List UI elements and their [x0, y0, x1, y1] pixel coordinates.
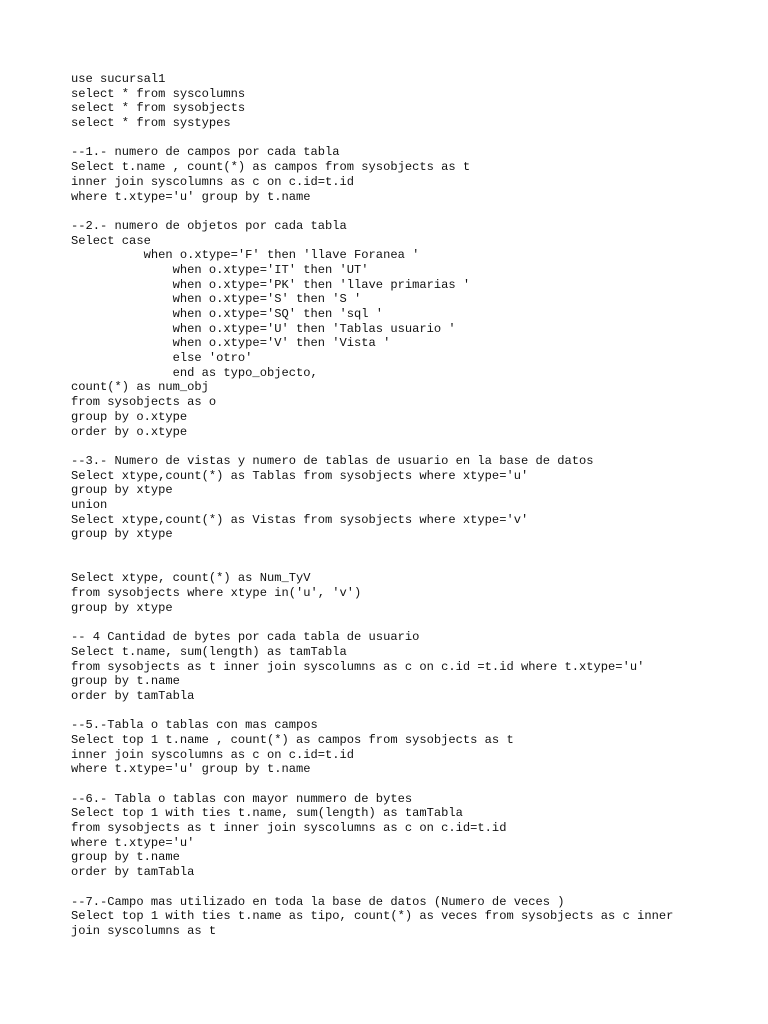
code-line: --7.-Campo mas utilizado en toda la base de datos (Numero de veces ): [71, 894, 565, 909]
code-line: Select case: [71, 233, 151, 248]
code-line: select * from sysobjects: [71, 101, 246, 116]
code-line: from sysobjects as t inner join syscolumns as c on c.id=t.id: [71, 821, 507, 836]
code-line: where t.xtype='u' group by t.name: [71, 762, 311, 777]
code-line: when o.xtype='S' then 'S ': [71, 292, 362, 307]
code-line: [71, 131, 761, 146]
code-line: when o.xtype='U' then 'Tablas usuario ': [71, 321, 456, 336]
code-line: group by t.name: [71, 674, 180, 689]
code-line: [71, 439, 761, 454]
code-line: where t.xtype='u': [71, 835, 195, 850]
code-line: from sysobjects where xtype in('u', 'v'): [71, 586, 362, 601]
code-line: union: [71, 497, 108, 512]
code-line: order by tamTabla: [71, 865, 195, 880]
code-line: --5.-Tabla o tablas con mas campos: [71, 718, 318, 733]
code-line: from sysobjects as t inner join syscolumns as c on c.id =t.id where t.xtype='u': [71, 659, 645, 674]
code-line: group by xtype: [71, 483, 173, 498]
code-line: join syscolumns as t: [71, 923, 217, 938]
code-line: order by tamTabla: [71, 688, 195, 703]
code-line: Select xtype, count(*) as Num_TyV: [71, 571, 311, 586]
code-line: Select top 1 t.name , count(*) as campos from sysobjects as t: [71, 732, 514, 747]
sql-code-block: [71, 72, 761, 939]
code-line: end as typo_objecto,: [71, 365, 318, 380]
code-line: group by o.xtype: [71, 409, 188, 424]
code-line: use sucursal1: [71, 72, 166, 86]
code-line: Select top 1 with ties t.name, sum(length) as tamTabla: [71, 806, 463, 821]
code-line: inner join syscolumns as c on c.id=t.id: [71, 174, 355, 189]
code-line: Select xtype,count(*) as Vistas from sysobjects where xtype='v': [71, 512, 529, 527]
code-line: when o.xtype='V' then 'Vista ': [71, 336, 391, 351]
code-line: --3.- Numero de vistas y numero de tablas de usuario en la base de datos: [71, 453, 594, 468]
code-line: [71, 704, 761, 719]
code-line: order by o.xtype: [71, 424, 188, 439]
code-line: --2.- numero de objetos por cada tabla: [71, 218, 347, 233]
code-line: when o.xtype='IT' then 'UT': [71, 262, 369, 277]
code-line: from sysobjects as o: [71, 395, 217, 410]
code-line: --1.- numero de campos por cada tabla: [71, 145, 340, 160]
code-line: Select top 1 with ties t.name as tipo, count(*) as veces from sysobjects as c inner: [71, 909, 674, 924]
code-line: [71, 880, 761, 895]
code-line: select * from syscolumns: [71, 86, 246, 101]
code-line: Select xtype,count(*) as Tablas from sysobjects where xtype='u': [71, 468, 529, 483]
code-line: group by t.name: [71, 850, 180, 865]
code-line: [71, 204, 761, 219]
code-line: when o.xtype='F' then 'llave Foranea ': [71, 248, 420, 263]
code-line: Select t.name , count(*) as campos from sysobjects as t: [71, 160, 471, 175]
code-line: select * from systypes: [71, 116, 231, 131]
code-line: [71, 615, 761, 630]
code-line: when o.xtype='SQ' then 'sql ': [71, 307, 384, 321]
code-line: [71, 777, 761, 792]
code-line: when o.xtype='PK' then 'llave primarias ': [71, 277, 471, 292]
code-line: --6.- Tabla o tablas con mayor nummero de bytes: [71, 791, 413, 806]
code-line: -- 4 Cantidad de bytes por cada tabla de usuario: [71, 630, 420, 645]
code-line: where t.xtype='u' group by t.name: [71, 189, 311, 204]
code-line: group by xtype: [71, 527, 173, 542]
code-line: count(*) as num_obj: [71, 380, 209, 395]
code-line: inner join syscolumns as c on c.id=t.id: [71, 747, 355, 762]
code-line: [71, 557, 761, 572]
code-line: [71, 542, 761, 557]
code-line: Select t.name, sum(length) as tamTabla: [71, 644, 347, 659]
code-line: else 'otro': [71, 351, 253, 366]
code-line: group by xtype: [71, 600, 173, 615]
